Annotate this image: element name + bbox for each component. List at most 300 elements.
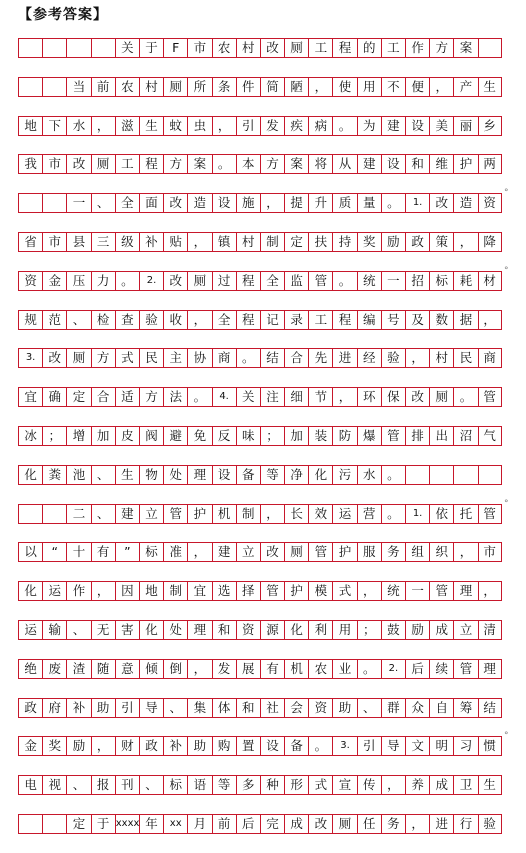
grid-cell: 反 (212, 427, 236, 445)
grid-cell: ； (357, 621, 381, 639)
grid-cell: 市 (42, 233, 66, 251)
grid-cell: 本 (236, 155, 260, 173)
grid-cell: 升 (308, 194, 332, 212)
grid-cell: 于 (91, 815, 115, 833)
grid-cell: 装 (308, 427, 332, 445)
grid-cell: 。 (115, 272, 139, 290)
grid-cell: 味 (236, 427, 260, 445)
grid-cell (91, 39, 115, 57)
grid-cell (42, 39, 66, 57)
grid-cell: 使 (332, 78, 356, 96)
grid-cell: 管 (308, 543, 332, 561)
grid-cell: 发 (212, 660, 236, 678)
grid-cell: 保 (381, 388, 405, 406)
grid-cell: 商 (478, 349, 502, 367)
grid-cell: 沼 (453, 427, 477, 445)
grid-cell: 提 (284, 194, 308, 212)
grid-cell: 2. (381, 660, 405, 678)
grid-cell: 。 (381, 194, 405, 212)
grid-cell: 经 (357, 349, 381, 367)
grid-cell: 择 (236, 582, 260, 600)
grid-cell: 改 (260, 543, 284, 561)
grid-cell: 疾 (284, 117, 308, 135)
grid-cell: 工 (115, 155, 139, 173)
grid-cell: 清 (478, 621, 502, 639)
grid-cell: 关 (115, 39, 139, 57)
grid-cell: 。 (308, 737, 332, 755)
grid-cell: 粪 (42, 466, 66, 484)
grid-cell: 气 (478, 427, 502, 445)
grid-cell: 厕 (429, 388, 453, 406)
grid-cell: 源 (260, 621, 284, 639)
grid-cell: 运 (18, 621, 42, 639)
grid-cell: 因 (115, 582, 139, 600)
grid-cell: ， (332, 388, 356, 406)
grid-cell: “ (42, 543, 66, 561)
grid-cell: 建 (212, 543, 236, 561)
grid-cell: 业 (332, 660, 356, 678)
grid-cell: 理 (453, 582, 477, 600)
grid-cell: 政 (18, 699, 42, 717)
grid-cell: 。 (187, 388, 211, 406)
grid-cell: 3. (18, 349, 42, 367)
grid-cell: 群 (381, 699, 405, 717)
grid-cell: 托 (453, 505, 477, 523)
grid-cell: 方 (91, 349, 115, 367)
grid-cell: 绝 (18, 660, 42, 678)
grid-cell: 一 (66, 194, 90, 212)
grid-cell: 生 (139, 117, 163, 135)
grid-cell: 美 (429, 117, 453, 135)
grid-cell (18, 815, 42, 833)
grid-cell: 和 (405, 155, 429, 173)
grid-cell: 作 (405, 39, 429, 57)
grid-cell: 县 (66, 233, 90, 251)
grid-cell: 方 (260, 155, 284, 173)
grid-cell: ， (212, 117, 236, 135)
grid-cell: 工 (308, 39, 332, 57)
grid-cell (478, 466, 502, 484)
grid-cell: 导 (381, 737, 405, 755)
grid-cell: 病 (308, 117, 332, 135)
grid-cell: 法 (163, 388, 187, 406)
grid-cell: 十 (66, 543, 90, 561)
grid-cell: 工 (381, 39, 405, 57)
grid-cell: 运 (332, 505, 356, 523)
grid-cell: ； (260, 427, 284, 445)
grid-cell: 细 (284, 388, 308, 406)
grid-cell: 语 (187, 776, 211, 794)
grid-cell: 方 (163, 155, 187, 173)
grid-cell: 。 (381, 505, 405, 523)
grid-cell: 处 (163, 621, 187, 639)
grid-cell: 方 (139, 388, 163, 406)
grid-cell: 。 (453, 388, 477, 406)
grid-cell: 案 (187, 155, 211, 173)
grid-cell: 政 (405, 233, 429, 251)
grid-cell: 管 (429, 582, 453, 600)
grid-cell: 先 (308, 349, 332, 367)
grid-cell: 验 (478, 815, 502, 833)
grid-cell: ； (42, 427, 66, 445)
grid-cell: 厕 (284, 39, 308, 57)
grid-cell: 收 (163, 311, 187, 329)
grid-cell: 营 (357, 505, 381, 523)
grid-cell: 规 (18, 311, 42, 329)
grid-cell: 厕 (284, 543, 308, 561)
grid-cell: 机 (212, 505, 236, 523)
grid-cell: 多 (236, 776, 260, 794)
grid-cell: 奖 (357, 233, 381, 251)
grid-cell: 助 (91, 699, 115, 717)
grid-cell: 管 (381, 427, 405, 445)
grid-cell: 地 (18, 117, 42, 135)
grid-cell: 服 (357, 543, 381, 561)
grid-cell: 2. (139, 272, 163, 290)
grid-cell: 一 (405, 582, 429, 600)
grid-cell: 处 (163, 466, 187, 484)
grid-cell: 励 (405, 621, 429, 639)
grid-cell: 生 (478, 776, 502, 794)
grid-cell: 长 (284, 505, 308, 523)
grid-cell: 民 (453, 349, 477, 367)
grid-cell: 为 (357, 117, 381, 135)
margin-mark: ° (504, 731, 509, 742)
grid-cell: 定 (66, 815, 90, 833)
grid-cell: 号 (381, 311, 405, 329)
grid-cell: 、 (163, 699, 187, 717)
grid-cell: 资 (18, 272, 42, 290)
grid-cell: 编 (357, 311, 381, 329)
grid-cell: 式 (115, 349, 139, 367)
grid-cell: ， (91, 117, 115, 135)
grid-cell: ， (405, 349, 429, 367)
grid-cell: 主 (163, 349, 187, 367)
grid-cell: ， (260, 194, 284, 212)
grid-cell: 有 (260, 660, 284, 678)
grid-cell: 自 (429, 699, 453, 717)
grid-cell: 关 (236, 388, 260, 406)
grid-cell: 有 (91, 543, 115, 561)
grid-cell: 形 (284, 776, 308, 794)
grid-cell: 1. (405, 505, 429, 523)
grid-cell: 级 (115, 233, 139, 251)
grid-cell: 资 (308, 699, 332, 717)
grid-cell: 增 (66, 427, 90, 445)
grid-cell: 验 (381, 349, 405, 367)
grid-cell (18, 194, 42, 212)
grid-cell: 发 (260, 117, 284, 135)
grid-row (18, 465, 502, 485)
grid-cell: 虫 (187, 117, 211, 135)
grid-cell: 效 (308, 505, 332, 523)
grid-cell: 励 (381, 233, 405, 251)
grid-cell: ， (308, 78, 332, 96)
grid-cell: 立 (453, 621, 477, 639)
grid-cell: 皮 (115, 427, 139, 445)
grid-cell: ， (405, 815, 429, 833)
grid-cell: 选 (212, 582, 236, 600)
grid-cell: 引 (357, 737, 381, 755)
grid-cell: 运 (42, 582, 66, 600)
grid-cell: 标 (163, 776, 187, 794)
grid-cell: 明 (429, 737, 453, 755)
grid-cell: 生 (115, 466, 139, 484)
grid-cell: 成 (429, 621, 453, 639)
grid-cell (18, 78, 42, 96)
grid-cell: 物 (139, 466, 163, 484)
grid-row (18, 38, 502, 58)
grid-cell: 建 (381, 117, 405, 135)
grid-cell: 设 (405, 117, 429, 135)
grid-cell: 害 (115, 621, 139, 639)
grid-cell: 定 (66, 388, 90, 406)
grid-cell: 文 (405, 737, 429, 755)
grid-cell: 的 (357, 39, 381, 57)
grid-cell: 避 (163, 427, 187, 445)
grid-cell: 以 (18, 543, 42, 561)
grid-cell: 案 (453, 39, 477, 57)
grid-cell: 注 (260, 388, 284, 406)
grid-cell: 厕 (187, 272, 211, 290)
grid-cell: 资 (236, 621, 260, 639)
grid-cell (42, 78, 66, 96)
grid-cell: 件 (236, 78, 260, 96)
grid-row (18, 581, 502, 601)
grid-cell: 改 (163, 272, 187, 290)
grid-cell: 输 (42, 621, 66, 639)
grid-cell: 前 (91, 78, 115, 96)
grid-cell: 奖 (42, 737, 66, 755)
grid-row (18, 775, 502, 795)
grid-cell: 村 (236, 39, 260, 57)
grid-cell: 。 (212, 155, 236, 173)
grid-cell: 造 (187, 194, 211, 212)
grid-row (18, 232, 502, 252)
grid-cell: 意 (115, 660, 139, 678)
grid-cell: 财 (115, 737, 139, 755)
grid-cell: 结 (260, 349, 284, 367)
grid-cell: 改 (405, 388, 429, 406)
grid-cell: 助 (187, 737, 211, 755)
margin-mark: ° (504, 498, 509, 509)
grid-cell (18, 39, 42, 57)
grid-cell: 利 (308, 621, 332, 639)
grid-cell: 农 (212, 39, 236, 57)
grid-cell: 村 (429, 349, 453, 367)
grid-cell: 助 (332, 699, 356, 717)
grid-cell: 资 (478, 194, 502, 212)
grid-cell: 众 (405, 699, 429, 717)
grid-cell: 理 (478, 660, 502, 678)
grid-cell: 协 (187, 349, 211, 367)
grid-cell: 检 (91, 311, 115, 329)
grid-cell: 全 (260, 272, 284, 290)
grid-cell: ， (187, 660, 211, 678)
grid-cell: 将 (308, 155, 332, 173)
grid-cell: 防 (332, 427, 356, 445)
grid-cell: 合 (284, 349, 308, 367)
grid-row (18, 542, 502, 562)
grid-cell: 标 (139, 543, 163, 561)
grid-row (18, 348, 502, 368)
grid-cell: 养 (405, 776, 429, 794)
grid-cell: ， (453, 233, 477, 251)
grid-cell: ， (478, 582, 502, 600)
grid-cell: 习 (453, 737, 477, 755)
grid-cell: 补 (163, 737, 187, 755)
grid-cell: 社 (260, 699, 284, 717)
grid-cell: 范 (42, 311, 66, 329)
grid-cell: 化 (139, 621, 163, 639)
grid-cell: 护 (284, 582, 308, 600)
grid-cell: 改 (163, 194, 187, 212)
grid-cell: 加 (284, 427, 308, 445)
grid-cell: 机 (284, 660, 308, 678)
grid-cell: 制 (236, 505, 260, 523)
grid-cell: 简 (260, 78, 284, 96)
grid-cell: 管 (260, 582, 284, 600)
grid-cell: 地 (139, 582, 163, 600)
margin-mark: ° (504, 265, 509, 276)
grid-cell: 一 (381, 272, 405, 290)
grid-cell: ， (91, 737, 115, 755)
grid-cell: 及 (405, 311, 429, 329)
grid-cell: 招 (405, 272, 429, 290)
grid-cell: 市 (478, 543, 502, 561)
grid-cell: xx (163, 815, 187, 833)
grid-cell: ， (429, 78, 453, 96)
grid-cell: 设 (260, 737, 284, 755)
grid-cell: 用 (332, 621, 356, 639)
grid-row (18, 271, 502, 291)
grid-cell: 完 (260, 815, 284, 833)
grid-cell: 质 (332, 194, 356, 212)
grid-cell: 全 (212, 311, 236, 329)
grid-cell: 记 (260, 311, 284, 329)
grid-cell: 两 (478, 155, 502, 173)
grid-cell: 持 (332, 233, 356, 251)
grid-cell (429, 466, 453, 484)
grid-cell: 所 (187, 78, 211, 96)
grid-cell: 化 (308, 466, 332, 484)
grid-cell: 录 (284, 311, 308, 329)
grid-cell: 鼓 (381, 621, 405, 639)
grid-cell: 贴 (163, 233, 187, 251)
grid-cell: 用 (357, 78, 381, 96)
grid-cell: 月 (187, 815, 211, 833)
grid-cell: 爆 (357, 427, 381, 445)
grid-cell: 建 (357, 155, 381, 173)
grid-cell: 厕 (91, 155, 115, 173)
grid-cell: 护 (332, 543, 356, 561)
grid-cell: 维 (429, 155, 453, 173)
grid-cell: 刊 (115, 776, 139, 794)
grid-row (18, 154, 502, 174)
grid-cell: 民 (139, 349, 163, 367)
grid-row (18, 620, 502, 640)
grid-cell: 、 (139, 776, 163, 794)
grid-cell: 府 (42, 699, 66, 717)
grid-cell: 后 (405, 660, 429, 678)
grid-cell: 。 (381, 466, 405, 484)
grid-cell: ， (260, 505, 284, 523)
grid-cell: 扶 (308, 233, 332, 251)
grid-cell: 节 (308, 388, 332, 406)
grid-cell: 加 (91, 427, 115, 445)
grid-cell: 护 (187, 505, 211, 523)
grid-cell: 引 (236, 117, 260, 135)
grid-cell: 制 (163, 582, 187, 600)
grid-cell: 倒 (163, 660, 187, 678)
grid-cell: 改 (66, 155, 90, 173)
grid-cell: 造 (453, 194, 477, 212)
grid-cell: 确 (42, 388, 66, 406)
grid-cell: 定 (284, 233, 308, 251)
grid-cell: 政 (139, 737, 163, 755)
grid-cell: 报 (91, 776, 115, 794)
grid-row (18, 310, 502, 330)
grid-cell: 查 (115, 311, 139, 329)
grid-cell: 验 (139, 311, 163, 329)
grid-cell: 设 (381, 155, 405, 173)
grid-cell: 免 (187, 427, 211, 445)
grid-cell: 视 (42, 776, 66, 794)
grid-cell: 。 (332, 272, 356, 290)
grid-cell: 无 (91, 621, 115, 639)
grid-cell: 程 (332, 39, 356, 57)
grid-cell: 冰 (18, 427, 42, 445)
grid-cell: 农 (115, 78, 139, 96)
grid-cell: 滋 (115, 117, 139, 135)
grid-cell: 宣 (332, 776, 356, 794)
grid-cell: 组 (405, 543, 429, 561)
grid-cell: 会 (284, 699, 308, 717)
grid-cell: 镇 (212, 233, 236, 251)
grid-cell: 随 (91, 660, 115, 678)
grid-row (18, 193, 502, 213)
grid-cell: 导 (139, 699, 163, 717)
grid-cell: 作 (66, 582, 90, 600)
grid-cell: 续 (429, 660, 453, 678)
grid-cell: 任 (357, 815, 381, 833)
grid-cell: 织 (429, 543, 453, 561)
grid-cell: 厕 (66, 349, 90, 367)
grid-cell: 、 (66, 311, 90, 329)
grid-cell (478, 39, 502, 57)
grid-cell: 展 (236, 660, 260, 678)
grid-cell: 结 (478, 699, 502, 717)
grid-cell: 、 (91, 194, 115, 212)
grid-cell: 4. (212, 388, 236, 406)
grid-cell: 策 (429, 233, 453, 251)
grid-cell: 乡 (478, 117, 502, 135)
grid-cell (42, 194, 66, 212)
grid-row (18, 659, 502, 679)
grid-cell: 筹 (453, 699, 477, 717)
grid-cell: 适 (115, 388, 139, 406)
grid-row (18, 504, 502, 524)
grid-cell: 从 (332, 155, 356, 173)
grid-cell: 统 (381, 582, 405, 600)
grid-cell: 等 (260, 466, 284, 484)
grid-cell: 进 (429, 815, 453, 833)
grid-cell: 二 (66, 505, 90, 523)
grid-row (18, 77, 502, 97)
grid-cell: 补 (139, 233, 163, 251)
grid-cell: 便 (405, 78, 429, 96)
grid-cell: 传 (357, 776, 381, 794)
